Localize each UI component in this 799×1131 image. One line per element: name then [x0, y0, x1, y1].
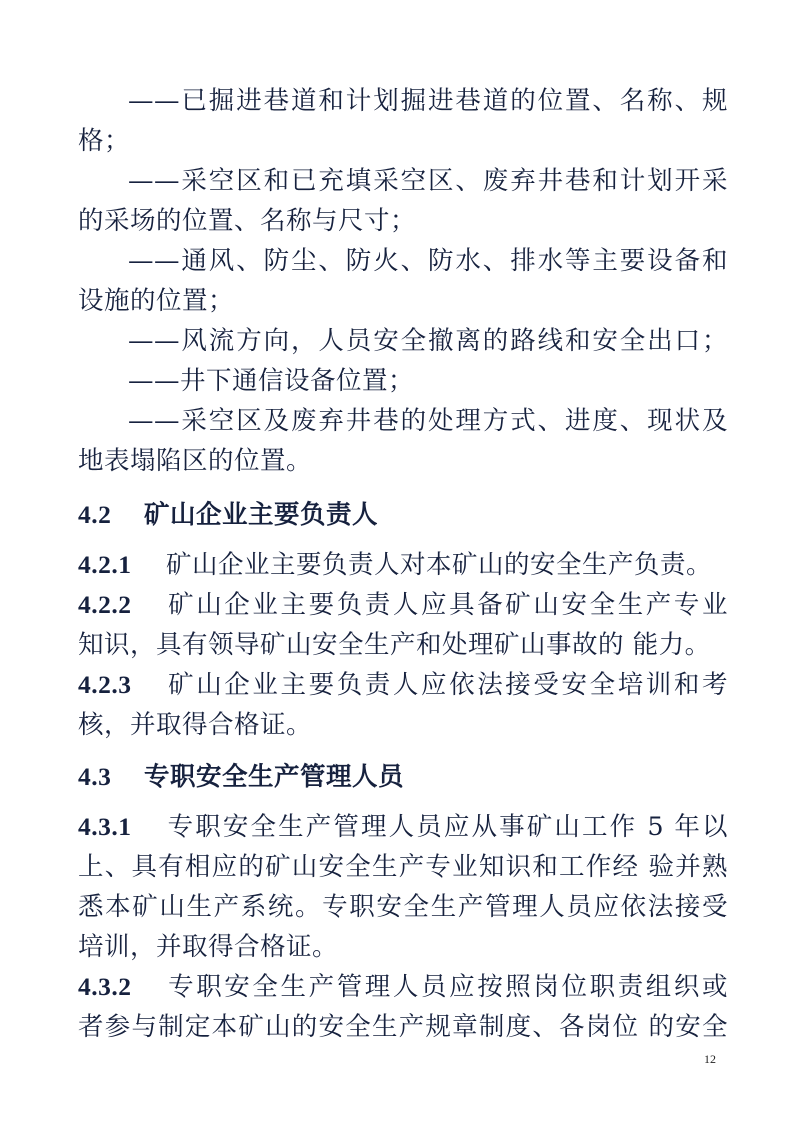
- text-line: 设施的位置；: [78, 286, 235, 316]
- clause-4-2-1: [78, 548, 728, 582]
- section-number: 4.3: [78, 762, 112, 791]
- section-heading-4-3: [78, 760, 728, 794]
- clause-4-2-3: [78, 668, 728, 702]
- clause-4-3-2: [78, 970, 728, 1004]
- clause-text: 矿山企业主要负责人对本矿山的安全生产负责。: [166, 550, 713, 580]
- clause-text: 专职安全生产管理人员应按照岗位职责组织或: [166, 972, 728, 1002]
- section-heading-4-2: [78, 498, 728, 532]
- clause-number: 4.2.2: [78, 590, 132, 619]
- clause-text: 矿山企业主要负责人应依法接受安全培训和考: [166, 670, 728, 700]
- section-number: 4.2: [78, 500, 112, 529]
- bullet-line-goaf: ——采空区和已充填采空区、废弃井巷和计划开采: [128, 166, 728, 196]
- clause-continuation: 者参与制定本矿山的安全生产规章制度、各岗位 的安全: [78, 1012, 728, 1042]
- section-title: 专职安全生产管理人员: [144, 762, 405, 792]
- clause-continuation: 悉本矿山生产系统。专职安全生产管理人员应依法接受: [78, 892, 728, 922]
- bullet-line-tunnels: ——已掘进巷道和计划掘进巷道的位置、名称、规: [128, 86, 728, 116]
- text-line: 地表塌陷区的位置。: [78, 446, 313, 476]
- bullet-line-airflow: ——风流方向，人员安全撤离的路线和安全出口；: [128, 326, 728, 356]
- clause-continuation: 核，并取得合格证。: [78, 710, 313, 740]
- clause-continuation: 培训，并取得合格证。: [78, 932, 339, 962]
- clause-continuation: 知识，具有领导矿山安全生产和处理矿山事故的 能力。: [78, 630, 711, 660]
- text-line: 格；: [78, 126, 131, 156]
- section-title: 矿山企业主要负责人: [144, 500, 379, 530]
- clause-number: 4.2.1: [78, 550, 132, 579]
- bullet-line-ventilation: ——通风、防尘、防火、防水、排水等主要设备和: [128, 246, 728, 276]
- bullet-line-communication: ——井下通信设备位置；: [128, 366, 415, 396]
- clause-text: 矿山企业主要负责人应具备矿山安全生产专业: [166, 590, 728, 620]
- clause-number: 4.3.2: [78, 972, 132, 1001]
- clause-number: 4.2.3: [78, 670, 132, 699]
- clause-continuation: 上、具有相应的矿山安全生产专业知识和工作经 验并熟: [78, 852, 728, 882]
- clause-4-2-2: [78, 588, 728, 622]
- text-line: 的采场的位置、名称与尺寸；: [78, 206, 417, 236]
- clause-4-3-1: [78, 810, 728, 844]
- clause-text: 专职安全生产管理人员应从事矿山工作 5 年以: [166, 812, 728, 842]
- page-number: 12: [704, 1052, 716, 1066]
- bullet-line-treatment: ——采空区及废弃井巷的处理方式、进度、现状及: [128, 406, 728, 436]
- clause-number: 4.3.1: [78, 812, 132, 841]
